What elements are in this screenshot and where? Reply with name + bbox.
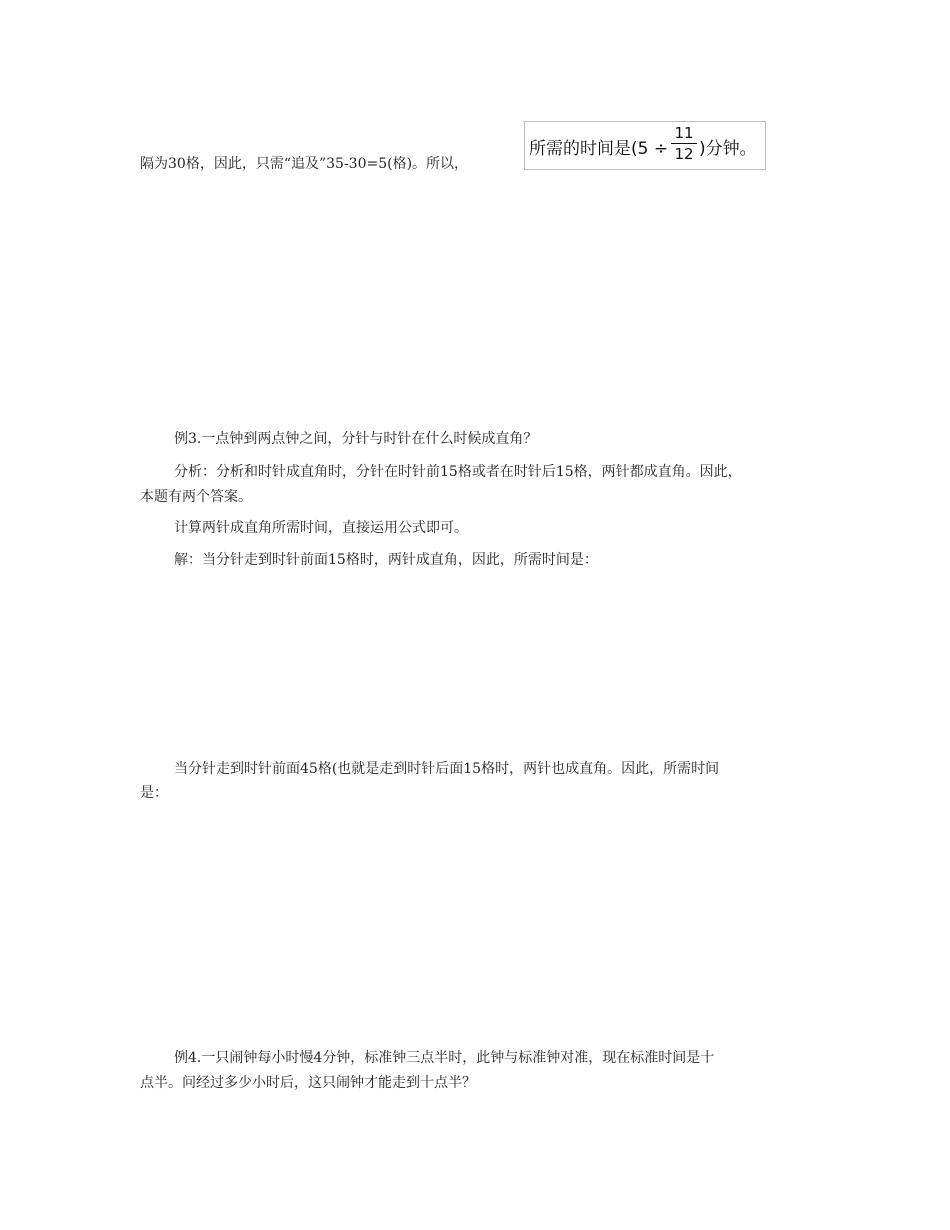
example3-analysis-line2: 本题有两个答案。 — [140, 489, 252, 505]
fraction-bar — [671, 143, 697, 144]
example3-analysis-line1: 分析：分析和时针成直角时，分针在时针前15格或者在时针后15格，两针都成直角。因此， — [174, 464, 742, 480]
example3-question: 例3.一点钟到两点钟之间，分针与时针在什么时候成直角？ — [174, 431, 538, 447]
top-text-line: 隔为30格，因此，只需“追及”35-30=5(格)。所以， — [140, 156, 469, 172]
example4-question-line2: 点半。问经过多少小时后，这只闹钟才能走到十点半？ — [140, 1075, 476, 1091]
formula-image — [524, 121, 766, 170]
formula-suffix: )分钟。 — [699, 139, 757, 159]
fraction-denominator: 12 — [674, 145, 694, 163]
example4-question-line1: 例4.一只闹钟每小时慢4分钟，标准钟三点半时，此钟与标准钟对准，现在标准时间是十 — [174, 1050, 715, 1066]
example3-case2-line2: 是： — [140, 785, 168, 801]
example3-case2-line1: 当分针走到时针前面45格(也就是走到时针后面15格时，两针也成直角。因此，所需时间 — [174, 761, 720, 777]
example3-method: 计算两针成直角所需时间，直接运用公式即可。 — [174, 520, 468, 536]
fraction-numerator: 11 — [674, 124, 694, 142]
example3-solution: 解：当分针走到时针前面15格时，两针成直角，因此，所需时间是： — [174, 552, 598, 568]
formula-fraction — [671, 124, 697, 163]
formula-prefix: 所需的时间是(5 ÷ — [529, 139, 669, 159]
